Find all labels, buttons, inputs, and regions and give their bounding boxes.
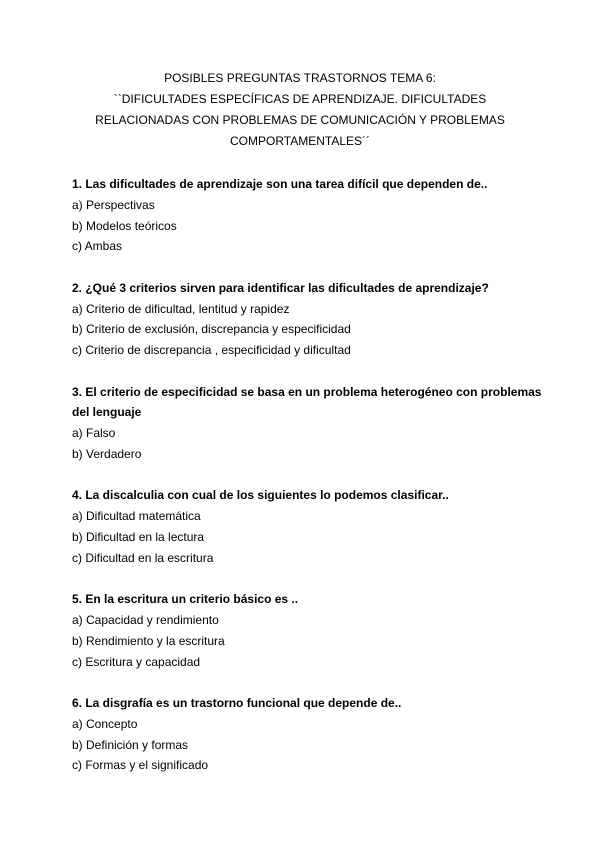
- question-text: 1. Las dificultades de aprendizaje son una tarea difícil que dependen de..: [72, 177, 488, 191]
- option: b) Criterio de exclusión, discrepancia y especificidad: [72, 322, 351, 337]
- title-line: RELACIONADAS CON PROBLEMAS DE COMUNICACIÓN Y PROBLEMAS: [95, 112, 505, 127]
- option: a) Perspectivas: [72, 197, 155, 212]
- option: b) Rendimiento y la escritura: [72, 633, 225, 648]
- option: c) Dificultad en la escritura: [72, 550, 214, 565]
- option: c) Ambas: [72, 239, 123, 254]
- question-2: [72, 278, 542, 361]
- option: c) Criterio de discrepancia , especificidad y dificultad: [72, 343, 351, 358]
- question-text: 4. La discalculia con cual de los siguientes lo podemos clasificar..: [72, 488, 449, 503]
- question-text: 5. En la escritura un criterio básico es ..: [72, 592, 299, 607]
- title-line: ``DIFICULTADES ESPECÍFICAS DE APRENDIZAJE. DIFICULTADES: [113, 91, 487, 106]
- option: a) Falso: [72, 426, 116, 441]
- question-6: [72, 693, 542, 776]
- option: a) Concepto: [72, 716, 138, 731]
- question-4: [72, 485, 542, 568]
- option: a) Dificultad matemática: [72, 509, 201, 524]
- question-text: 3. El criterio de especificidad se basa en un problema heterogéneo con problemas del lenguaje: [72, 384, 542, 420]
- option: b) Definición y formas: [72, 737, 189, 752]
- title-line: POSIBLES PREGUNTAS TRASTORNOS TEMA 6:: [164, 71, 436, 85]
- title-line: COMPORTAMENTALES´´: [229, 133, 370, 148]
- question-1: [72, 174, 542, 257]
- question-5: [72, 589, 542, 672]
- option: b) Verdadero: [72, 446, 142, 461]
- option: a) Capacidad y rendimiento: [72, 612, 219, 627]
- option: b) Dificultad en la lectura: [72, 529, 205, 544]
- option: a) Criterio de dificultad, lentitud y rapidez: [72, 301, 290, 316]
- option: b) Modelos teóricos: [72, 218, 177, 233]
- question-text: 6. La disgrafía es un trastorno funcional que depende de..: [72, 695, 402, 710]
- question-list: [72, 174, 542, 797]
- document-title: [60, 68, 540, 152]
- option: c) Escritura y capacidad: [72, 654, 201, 669]
- question-text: 2. ¿Qué 3 criterios sirven para identificar las dificultades de aprendizaje?: [72, 280, 489, 295]
- option: c) Formas y el significado: [72, 758, 209, 773]
- question-3: [72, 382, 542, 465]
